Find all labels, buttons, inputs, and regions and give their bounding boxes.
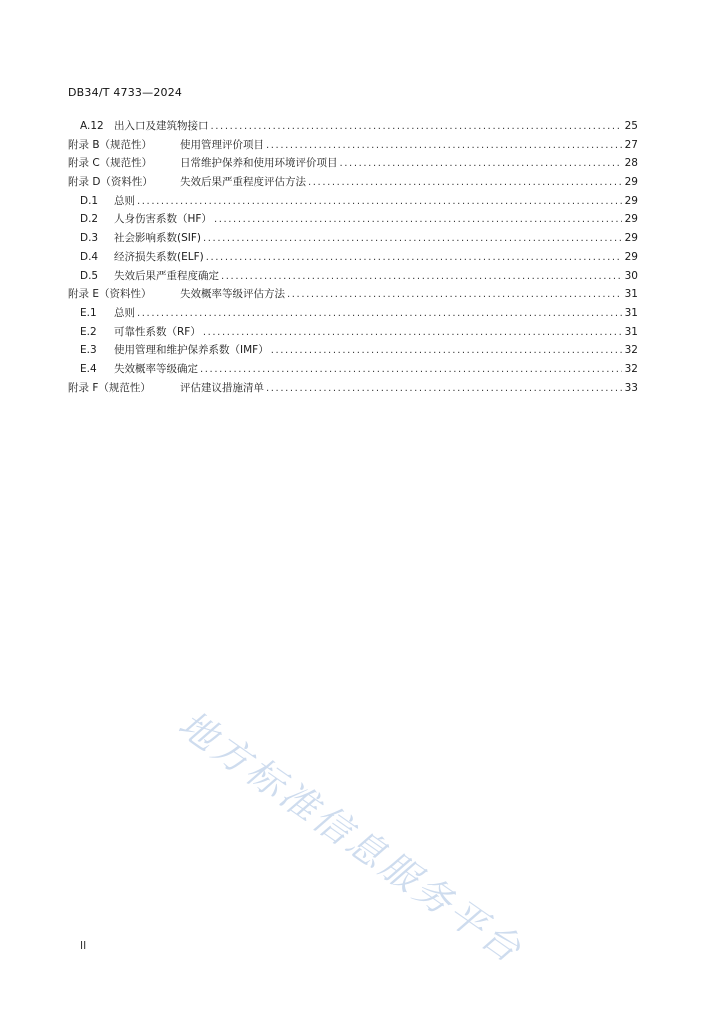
toc-entry-number: D.5 — [80, 269, 99, 282]
toc-leader-dots — [200, 364, 622, 375]
toc-entry-title: 失效后果严重程度确定 — [114, 269, 219, 282]
toc-entry[interactable] — [68, 342, 638, 361]
toc-entry[interactable] — [68, 211, 638, 230]
toc-leader-dots — [266, 140, 622, 151]
toc-entry[interactable] — [68, 193, 638, 212]
toc-entry-page: 29 — [624, 176, 638, 189]
toc-entry[interactable] — [68, 361, 638, 380]
toc-entry[interactable] — [68, 249, 638, 268]
toc-entry-page: 31 — [624, 288, 638, 301]
toc-entry[interactable] — [68, 137, 638, 156]
toc-entry-page: 33 — [624, 381, 638, 394]
toc-entry[interactable] — [68, 305, 638, 324]
toc-leader-dots — [203, 233, 622, 244]
toc-entry-number: 附录 B（规范性） — [68, 138, 153, 151]
toc-entry-title: 总则 — [114, 306, 135, 319]
toc-entry-title: 出入口及建筑物接口 — [114, 120, 209, 132]
table-of-contents — [68, 118, 638, 398]
toc-entry[interactable] — [68, 174, 638, 193]
toc-leader-dots — [271, 345, 622, 356]
toc-entry[interactable] — [68, 118, 638, 137]
toc-entry-title: 可靠性系数（RF） — [114, 325, 201, 338]
toc-entry-title: 失效概率等级评估方法 — [180, 288, 285, 301]
toc-entry-title: 失效后果严重程度评估方法 — [180, 176, 306, 189]
toc-entry-number: E.1 — [80, 306, 97, 319]
toc-leader-dots — [137, 196, 622, 207]
toc-entry-number: E.3 — [80, 344, 97, 357]
toc-leader-dots — [308, 177, 622, 188]
toc-entry-title: 失效概率等级确定 — [114, 362, 198, 375]
page-number: II — [80, 940, 87, 952]
toc-entry-number: D.2 — [80, 213, 99, 226]
toc-entry-page: 30 — [624, 269, 638, 282]
toc-entry-page: 29 — [624, 232, 638, 245]
watermark: 地方标准信息服务平台 — [170, 702, 532, 973]
toc-entry-number: E.2 — [80, 325, 97, 338]
toc-entry-page: 29 — [624, 194, 638, 207]
document-id: DB34/T 4733—2024 — [68, 86, 183, 99]
toc-entry-number: 附录 C（规范性） — [68, 157, 153, 170]
toc-entry-number: D.4 — [80, 250, 99, 263]
toc-leader-dots — [266, 383, 622, 394]
toc-entry-title: 经济损失系数(ELF) — [114, 250, 204, 263]
toc-entry-number: 附录 E（资料性） — [68, 288, 152, 301]
toc-entry[interactable] — [68, 155, 638, 174]
toc-entry-page: 25 — [624, 120, 638, 132]
toc-entry-page: 27 — [624, 138, 638, 151]
toc-leader-dots — [214, 214, 622, 225]
toc-entry-page: 29 — [624, 250, 638, 263]
toc-entry-number: 附录 F（规范性） — [68, 381, 151, 394]
toc-entry-page: 29 — [624, 213, 638, 226]
toc-leader-dots — [221, 271, 622, 282]
toc-entry-title: 人身伤害系数（HF） — [114, 213, 212, 226]
toc-entry[interactable] — [68, 380, 638, 399]
toc-leader-dots — [203, 327, 622, 338]
toc-leader-dots — [206, 252, 622, 263]
toc-entry-title: 评估建议措施清单 — [180, 381, 264, 394]
toc-entry[interactable] — [68, 286, 638, 305]
toc-entry-title: 使用管理评价项目 — [180, 138, 264, 151]
toc-entry-page: 31 — [624, 306, 638, 319]
toc-entry-number: D.1 — [80, 194, 99, 207]
toc-entry-title: 使用管理和维护保养系数（IMF） — [114, 344, 269, 357]
toc-entry[interactable] — [68, 324, 638, 343]
toc-leader-dots — [287, 289, 622, 300]
toc-leader-dots — [340, 158, 623, 169]
toc-entry-title: 总则 — [114, 194, 135, 207]
toc-entry[interactable] — [68, 268, 638, 287]
toc-leader-dots — [211, 121, 623, 132]
toc-entry-page: 28 — [624, 157, 638, 170]
toc-entry-number: 附录 D（资料性） — [68, 176, 153, 189]
toc-entry-page: 32 — [624, 344, 638, 357]
toc-entry-number: E.4 — [80, 362, 97, 375]
toc-entry-page: 32 — [624, 362, 638, 375]
toc-entry-title: 日常维护保养和使用环境评价项目 — [180, 157, 338, 170]
toc-entry-title: 社会影响系数(SIF) — [114, 232, 201, 245]
toc-entry-number: A.12 — [80, 120, 104, 132]
toc-entry[interactable] — [68, 230, 638, 249]
toc-entry-number: D.3 — [80, 232, 99, 245]
toc-entry-page: 31 — [624, 325, 638, 338]
toc-leader-dots — [137, 308, 622, 319]
